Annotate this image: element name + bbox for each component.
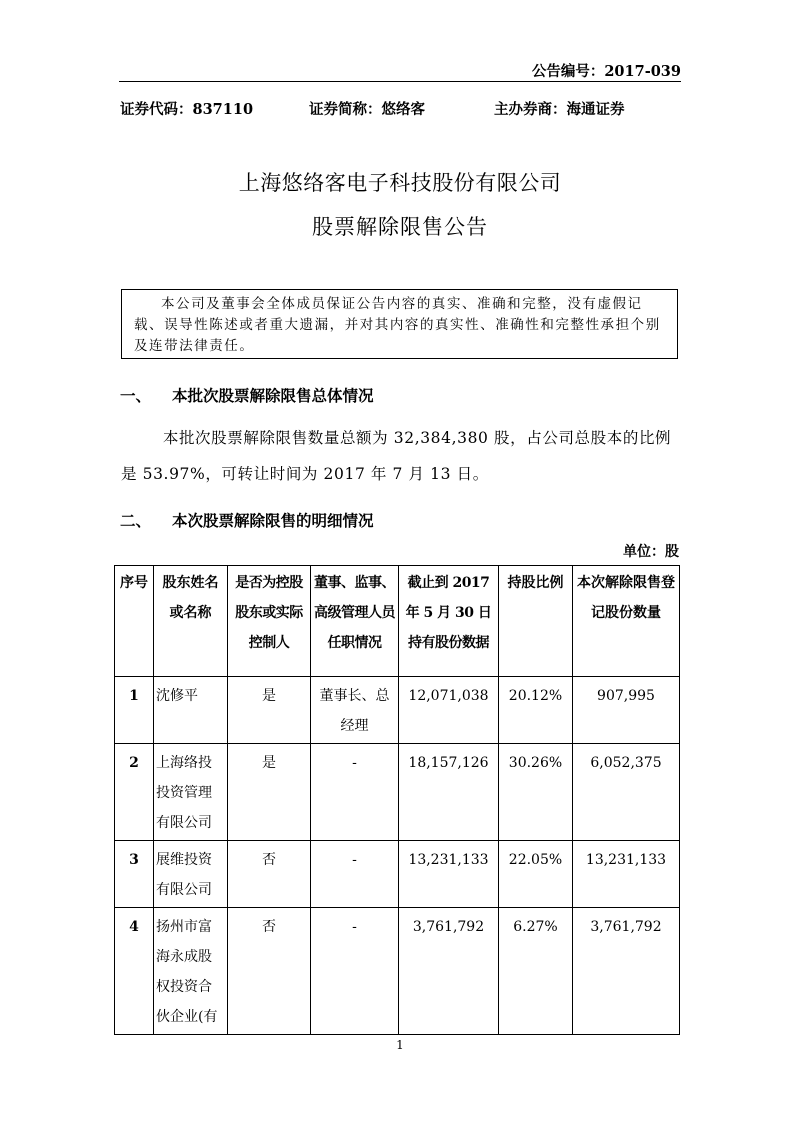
header-name: 股东姓名或名称 — [154, 566, 228, 677]
section-2-number: 二、 — [120, 511, 152, 530]
unit-label: 单位：股 — [623, 544, 679, 560]
row-position: - — [311, 744, 399, 841]
row-seq: 1 — [115, 677, 154, 744]
row-name: 沈修平 — [154, 677, 228, 744]
row-name: 展维投资有限公司 — [154, 841, 228, 908]
section-1-number: 一、 — [120, 386, 152, 405]
row-ratio: 6.27% — [499, 908, 573, 1035]
row-position: 董事长、总经理 — [311, 677, 399, 744]
table-row — [115, 744, 680, 841]
row-release: 13,231,133 — [573, 841, 680, 908]
row-controller: 是 — [228, 677, 311, 744]
row-position: - — [311, 841, 399, 908]
release-detail-table — [114, 565, 680, 1035]
row-ratio: 30.26% — [499, 744, 573, 841]
header-position: 董事、监事、高级管理人员任职情况 — [311, 566, 399, 677]
row-controller: 否 — [228, 841, 311, 908]
header-shares: 截止到 2017 年 5 月 30 日持有股份数据 — [399, 566, 499, 677]
row-shares: 3,761,792 — [399, 908, 499, 1035]
header-release: 本次解除限售登记股份数量 — [573, 566, 680, 677]
row-controller: 是 — [228, 744, 311, 841]
row-release: 3,761,792 — [573, 908, 680, 1035]
row-release: 6,052,375 — [573, 744, 680, 841]
row-ratio: 22.05% — [499, 841, 573, 908]
table-row — [115, 908, 680, 1035]
row-seq: 2 — [115, 744, 154, 841]
row-shares: 18,157,126 — [399, 744, 499, 841]
row-shares: 12,071,038 — [399, 677, 499, 744]
section-2-title: 本次股票解除限售的明细情况 — [172, 511, 374, 530]
row-position: - — [311, 908, 399, 1035]
table-row — [115, 677, 680, 744]
row-name: 扬州市富海永成股权投资合伙企业(有 — [154, 908, 228, 1035]
row-seq: 3 — [115, 841, 154, 908]
row-shares: 13,231,133 — [399, 841, 499, 908]
section-1-body: 本批次股票解除限售数量总额为 32,384,380 股，占公司总股本的比例是 53.97%，可转让时间为 2017 年 7 月 13 日。 — [121, 429, 672, 483]
row-seq: 4 — [115, 908, 154, 1035]
disclaimer-box: 本公司及董事会全体成员保证公告内容的真实、准确和完整，没有虚假记载、误导性陈述或者重大遗漏，并对其内容的真实性、准确性和完整性承担个别及连带法律责任。 — [121, 289, 678, 359]
header-controller: 是否为控股股东或实际控制人 — [228, 566, 311, 677]
header-seq: 序号 — [115, 566, 154, 677]
row-name: 上海络投投资管理有限公司 — [154, 744, 228, 841]
row-release: 907,995 — [573, 677, 680, 744]
stock-code: 证券代码：837110 — [120, 101, 254, 118]
company-name: 上海悠络客电子科技股份有限公司 — [238, 171, 562, 195]
row-ratio: 20.12% — [499, 677, 573, 744]
header-rule — [119, 81, 681, 82]
sponsor-broker: 主办券商：海通证券 — [494, 101, 625, 118]
header-ratio: 持股比例 — [499, 566, 573, 677]
row-controller: 否 — [228, 908, 311, 1035]
announcement-number: 公告编号：2017-039 — [531, 63, 681, 80]
page-number: 1 — [396, 1038, 404, 1052]
document-title: 股票解除限售公告 — [312, 215, 488, 239]
stock-short-name: 证券简称：悠络客 — [309, 101, 425, 118]
table-header-row — [115, 566, 680, 677]
section-1-title: 本批次股票解除限售总体情况 — [172, 386, 374, 405]
table-row — [115, 841, 680, 908]
